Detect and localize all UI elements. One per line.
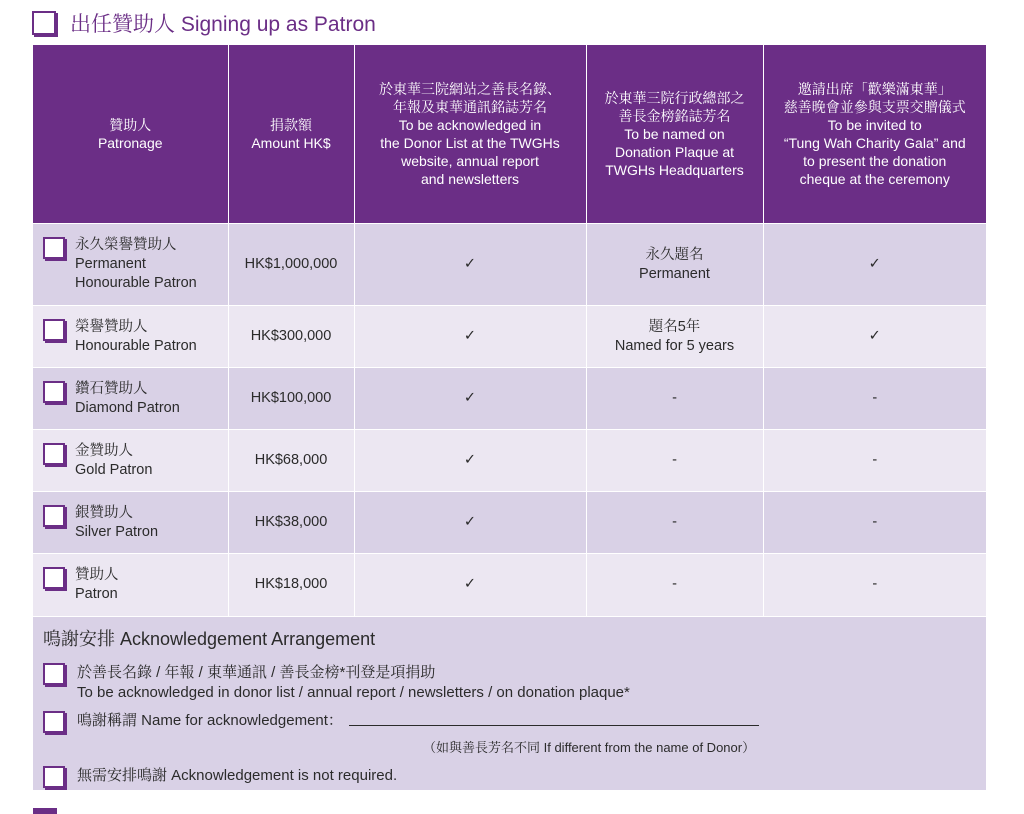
plaque-cell <box>586 554 763 616</box>
header-line: To be acknowledged in <box>398 117 542 133</box>
page-title: 出任贊助人 Signing up as Patron <box>70 13 376 36</box>
header-website-acknowledgement <box>354 45 586 224</box>
patron-name-line: 金贊助人 <box>75 442 133 459</box>
patron-name-line: Honourable Patron <box>75 337 197 354</box>
plaque-line: - <box>672 576 677 593</box>
amount-cell: HK$38,000 <box>228 492 354 554</box>
plaque-line: Named for 5 years <box>614 337 735 354</box>
header-line: 慈善晚會並參與支票交贈儀式 <box>783 99 966 115</box>
header-line: to present the donation <box>803 153 947 169</box>
header-line: 邀請出席「歡樂滿東華」 <box>797 81 952 97</box>
amount-cell: HK$1,000,000 <box>228 224 354 306</box>
header-line: TWGHs Headquarters <box>605 162 744 178</box>
next-section-checkbox[interactable] <box>33 808 57 814</box>
patron-name-line: Silver Patron <box>75 523 159 540</box>
header-line: Amount HK$ <box>251 135 331 151</box>
patron-checkbox[interactable] <box>43 381 65 403</box>
table-row <box>33 368 986 430</box>
ack-title: 鳴謝安排 Acknowledgement Arrangement <box>43 629 376 649</box>
patron-name-lines <box>75 442 152 480</box>
plaque-cell <box>586 492 763 554</box>
patron-name-cell <box>33 492 228 554</box>
header-patronage <box>33 45 228 224</box>
ack-option3-label: 無需安排鳴謝 Acknowledgement is not required. <box>77 767 398 784</box>
ack-none-checkbox[interactable] <box>43 766 65 788</box>
table-row <box>33 306 986 368</box>
patron-name-line: Diamond Patron <box>75 399 180 416</box>
website-cell: ✓ <box>354 368 586 430</box>
patron-name-line: Gold Patron <box>75 461 153 478</box>
ack-option1-en: To be acknowledged in donor list / annual report / newsletters / on donation plaque* <box>77 684 630 701</box>
patron-name-line: Honourable Patron <box>75 275 197 291</box>
patron-name-line: 贊助人 <box>75 566 119 583</box>
plaque-line: Permanent <box>639 265 710 282</box>
patron-name-cell <box>33 306 228 368</box>
patron-name-line: Permanent <box>75 256 146 272</box>
table-row <box>33 554 986 616</box>
table-row <box>33 224 986 306</box>
signup-checkbox[interactable] <box>32 11 56 35</box>
plaque-cell <box>586 430 763 492</box>
header-line: Donation Plaque at <box>614 144 735 160</box>
gala-cell: - <box>763 368 986 430</box>
patron-name-lines <box>75 380 180 418</box>
ack-name-checkbox[interactable] <box>43 711 65 733</box>
section-title-row <box>32 8 376 38</box>
header-line: website, annual report <box>401 153 539 169</box>
ack-publish-text <box>77 663 630 703</box>
website-cell: ✓ <box>354 430 586 492</box>
patron-name-wrap <box>43 236 224 293</box>
patron-table <box>33 45 986 616</box>
amount-cell: HK$68,000 <box>228 430 354 492</box>
patron-name-wrap <box>43 380 224 418</box>
header-line: and newsletters <box>420 171 520 187</box>
header-line: To be named on <box>624 126 725 142</box>
plaque-line: - <box>672 390 677 406</box>
gala-cell: ✓ <box>763 224 986 306</box>
header-plaque <box>586 45 763 224</box>
website-cell: ✓ <box>354 554 586 616</box>
header-line: 善長金榜銘誌芳名 <box>618 108 731 124</box>
gala-cell: - <box>763 492 986 554</box>
ack-option1-zh: 於善長名錄 / 年報 / 東華通訊 / 善長金榜*刊登是項捐助 <box>77 664 436 681</box>
patron-name-line: 銀贊助人 <box>75 504 133 521</box>
patron-name-line: 榮譽贊助人 <box>75 318 148 335</box>
patron-name-wrap <box>43 442 224 480</box>
header-gala <box>763 45 986 224</box>
gala-cell: - <box>763 430 986 492</box>
patron-name-lines <box>75 318 197 356</box>
acknowledgement-section <box>33 617 986 790</box>
patron-checkbox[interactable] <box>43 505 65 527</box>
amount-cell: HK$100,000 <box>228 368 354 430</box>
patron-name-lines <box>75 504 158 542</box>
plaque-line: - <box>672 452 677 468</box>
patron-checkbox[interactable] <box>43 237 65 259</box>
plaque-line: - <box>672 514 677 530</box>
plaque-cell <box>586 224 763 306</box>
header-line: 於東華三院網站之善長名錄、 <box>379 81 561 97</box>
ack-publish-checkbox[interactable] <box>43 663 65 685</box>
patron-name-wrap <box>43 566 224 604</box>
header-line: the Donor List at the TWGHs <box>380 135 560 151</box>
patron-name-line: 鑽石贊助人 <box>75 380 148 397</box>
patron-checkbox[interactable] <box>43 443 65 465</box>
patron-name-line: Patron <box>75 585 118 602</box>
amount-cell: HK$300,000 <box>228 306 354 368</box>
table-header-row <box>33 45 986 224</box>
ack-name-input-line[interactable] <box>349 711 759 726</box>
gala-cell: - <box>763 554 986 616</box>
patron-name-cell <box>33 368 228 430</box>
plaque-cell <box>586 306 763 368</box>
patron-name-cell <box>33 224 228 306</box>
ack-option2-note: （如與善長芳名不同 If different from the name of Donor） <box>423 740 756 755</box>
gala-cell: ✓ <box>763 306 986 368</box>
plaque-line: 永久題名 <box>645 246 704 263</box>
patron-name-wrap <box>43 318 224 356</box>
patron-name-lines <box>75 236 197 293</box>
table-row <box>33 492 986 554</box>
header-line: 贊助人 <box>109 117 152 133</box>
amount-cell: HK$18,000 <box>228 554 354 616</box>
website-cell: ✓ <box>354 224 586 306</box>
header-line: “Tung Wah Charity Gala” and <box>783 135 966 151</box>
patron-name-line: 永久榮譽贊助人 <box>75 237 177 253</box>
ack-option2-label: 鳴謝稱謂 Name for acknowledgement： <box>77 712 343 729</box>
header-amount <box>228 45 354 224</box>
patron-checkbox[interactable] <box>43 567 65 589</box>
header-line: 年報及東華通訊銘誌芳名 <box>393 99 547 115</box>
header-line: cheque at the ceremony <box>799 171 950 187</box>
patron-name-cell <box>33 554 228 616</box>
website-cell: ✓ <box>354 306 586 368</box>
header-line: To be invited to <box>827 117 922 133</box>
ack-option-name <box>43 711 986 733</box>
patron-name-cell <box>33 430 228 492</box>
plaque-cell <box>586 368 763 430</box>
table-row <box>33 430 986 492</box>
header-line: 捐款額 <box>270 117 312 133</box>
plaque-line: 題名5年 <box>648 318 701 335</box>
header-line: 於東華三院行政總部之 <box>604 90 745 106</box>
ack-option-none <box>43 766 986 788</box>
patron-name-wrap <box>43 504 224 542</box>
header-line: Patronage <box>97 135 163 151</box>
patron-checkbox[interactable] <box>43 319 65 341</box>
patron-name-lines <box>75 566 119 604</box>
website-cell: ✓ <box>354 492 586 554</box>
ack-option-publish <box>43 663 986 703</box>
